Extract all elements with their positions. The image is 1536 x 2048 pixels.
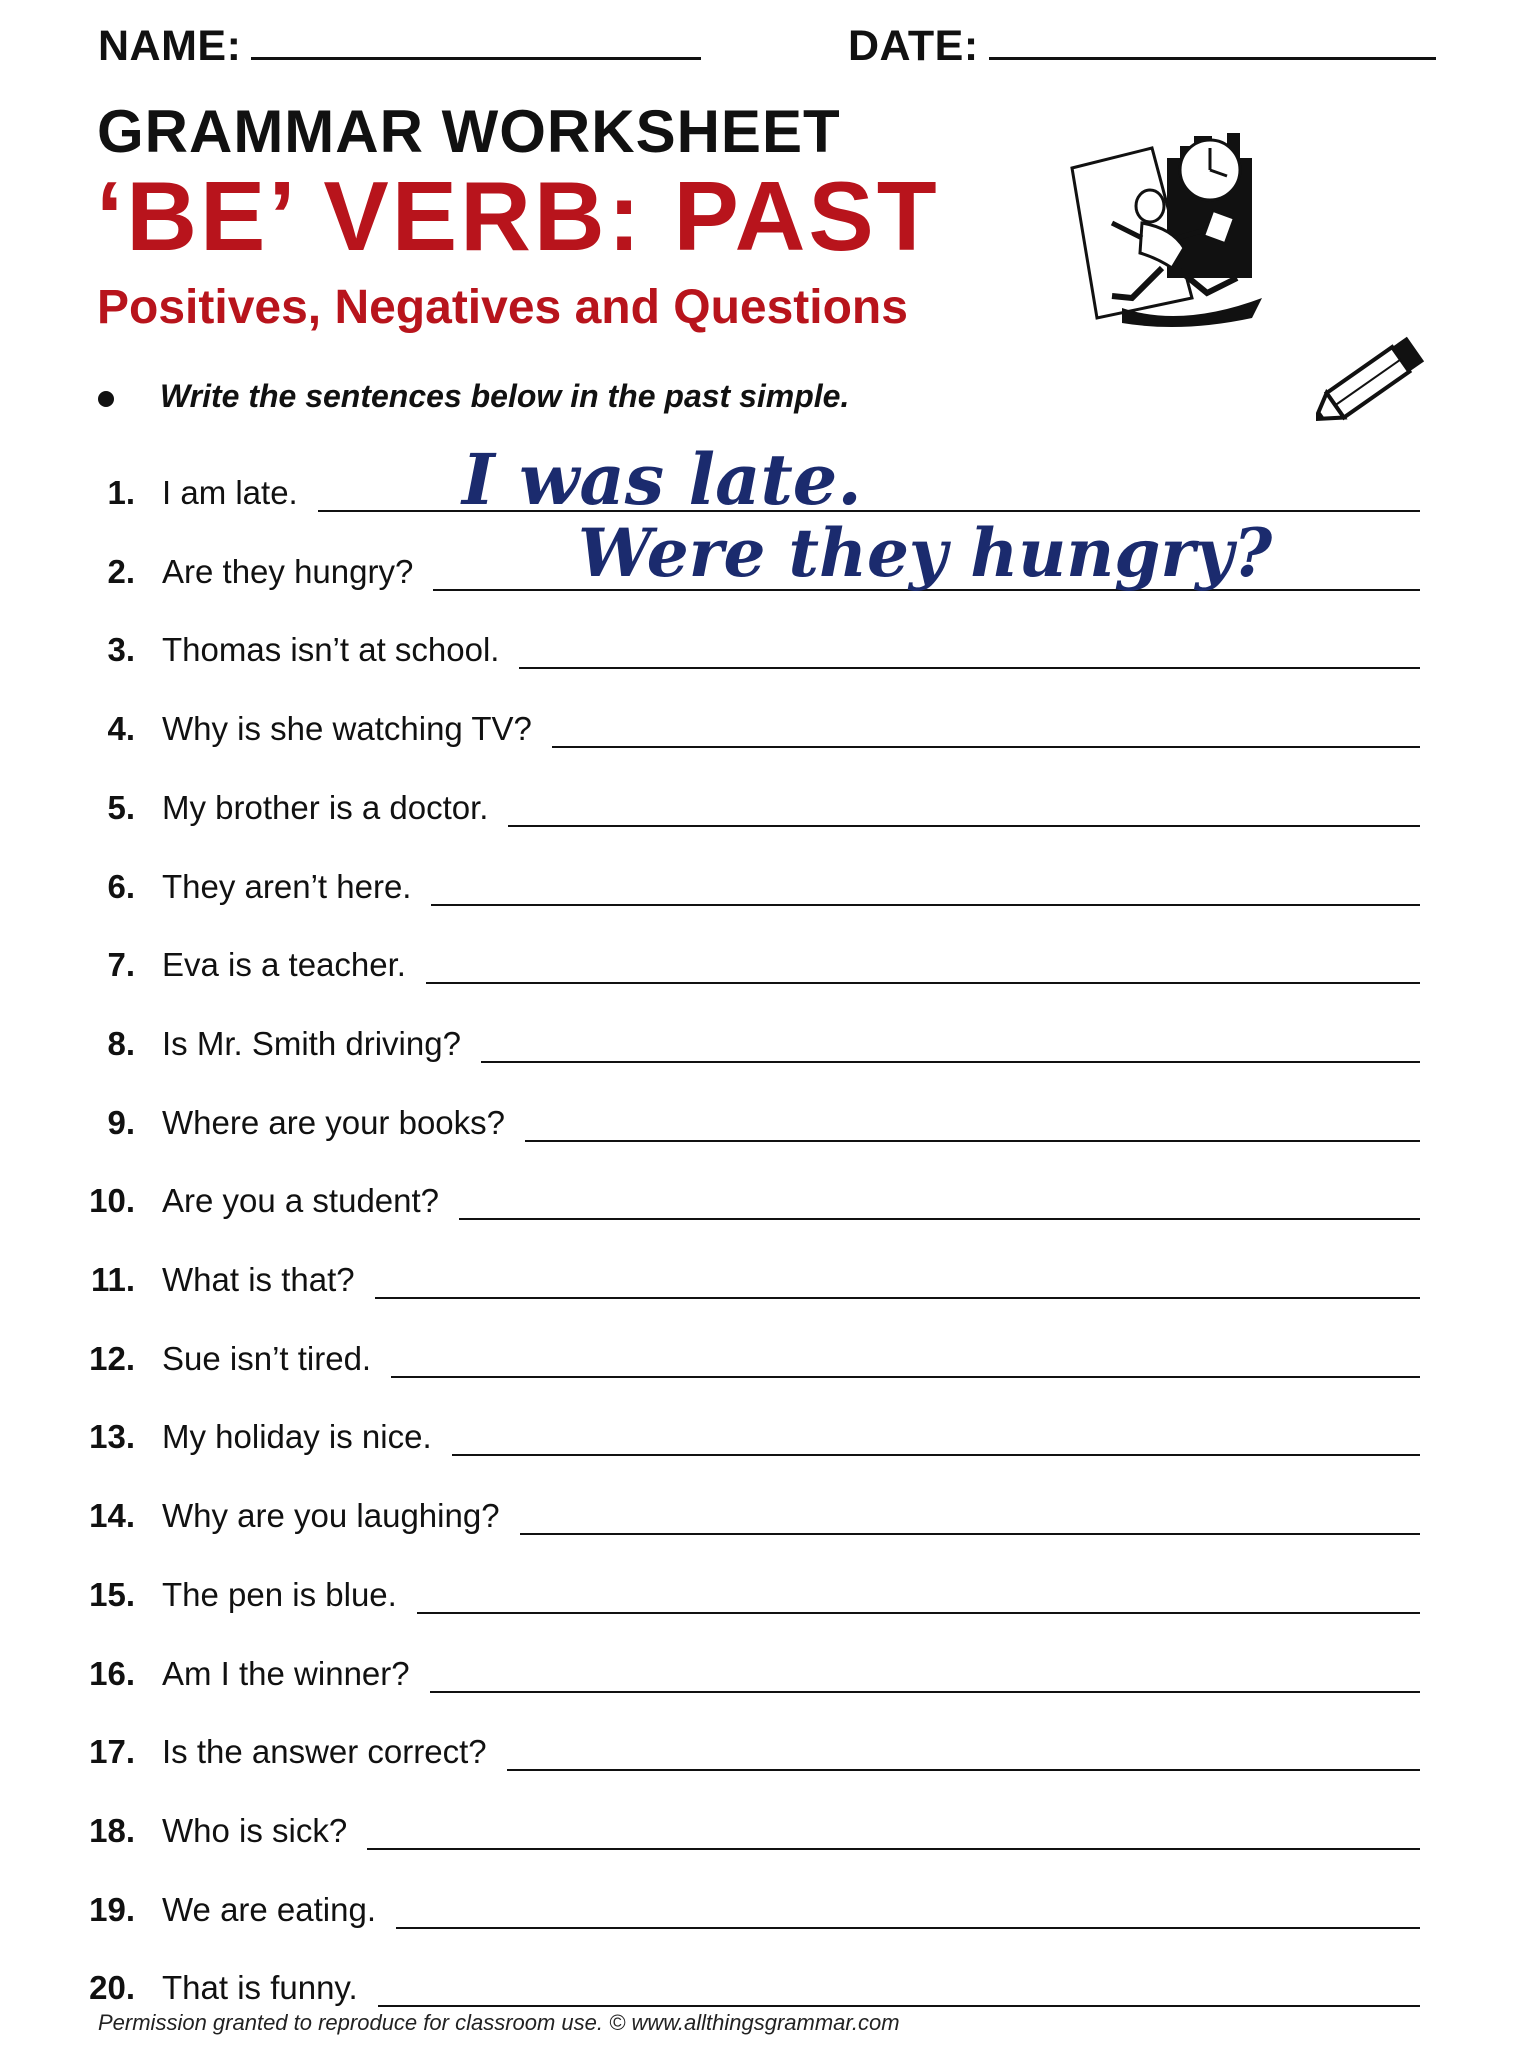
name-field[interactable]	[98, 22, 701, 71]
date-label: DATE:	[848, 22, 979, 70]
question-number: 19.	[89, 1890, 135, 1928]
question-number: 15.	[89, 1575, 135, 1613]
answer-line[interactable]	[391, 1376, 1420, 1378]
worksheet-title: GRAMMAR WORKSHEET	[97, 98, 841, 165]
question-number: 14.	[89, 1497, 135, 1535]
question-text: Why is she watching TV?	[162, 710, 532, 748]
question-row	[0, 1475, 1420, 1535]
pencil-icon	[1316, 326, 1438, 426]
answer-line[interactable]	[525, 1140, 1420, 1142]
answer-line[interactable]	[520, 1533, 1420, 1535]
question-number: 5.	[107, 788, 135, 826]
question-text: My brother is a doctor.	[162, 788, 489, 826]
answer-line[interactable]	[378, 2005, 1420, 2007]
question-text: Who is sick?	[162, 1811, 348, 1849]
question-row	[0, 1239, 1420, 1299]
answer-line[interactable]	[452, 1454, 1420, 1456]
question-number: 8.	[107, 1024, 135, 1062]
question-number: 4.	[107, 710, 135, 748]
question-text: Where are your books?	[162, 1103, 506, 1141]
question-row	[0, 1711, 1420, 1771]
question-row	[0, 609, 1420, 669]
question-number: 6.	[107, 867, 135, 905]
question-text: Eva is a teacher.	[162, 946, 406, 984]
question-row	[0, 1003, 1420, 1063]
question-text: Is the answer correct?	[162, 1733, 487, 1771]
answer-line[interactable]	[367, 1848, 1420, 1850]
running-man-clock-icon	[1062, 128, 1282, 328]
name-label: NAME:	[98, 22, 242, 70]
question-text: My holiday is nice.	[162, 1418, 432, 1456]
question-text: The pen is blue.	[162, 1575, 397, 1613]
name-answer-line[interactable]	[251, 57, 701, 60]
bullet-icon	[98, 391, 114, 407]
worksheet-subtitle: Positives, Negatives and Questions	[97, 281, 908, 334]
date-field[interactable]	[848, 22, 1436, 71]
answer-line[interactable]	[459, 1218, 1420, 1220]
question-row	[0, 924, 1420, 984]
answer-line[interactable]	[552, 746, 1420, 748]
question-number: 18.	[89, 1811, 135, 1849]
handwritten-answer-1: I was late.	[462, 438, 862, 521]
answer-line[interactable]	[507, 1769, 1420, 1771]
question-text: Are you a student?	[162, 1182, 440, 1220]
worksheet-subject: ‘BE’ VERB: PAST	[96, 161, 940, 271]
question-number: 17.	[89, 1733, 135, 1771]
question-number: 3.	[107, 631, 135, 669]
question-text: Am I the winner?	[162, 1654, 410, 1692]
answer-line[interactable]	[519, 667, 1420, 669]
date-answer-line[interactable]	[989, 57, 1436, 60]
instruction	[98, 378, 849, 415]
question-row	[0, 1082, 1420, 1142]
question-number: 11.	[90, 1261, 135, 1298]
answer-line[interactable]	[430, 1691, 1420, 1693]
answer-line[interactable]	[396, 1927, 1420, 1929]
question-text: We are eating.	[162, 1890, 377, 1928]
question-number: 12.	[89, 1339, 135, 1377]
question-row	[0, 846, 1420, 906]
footer-permission: Permission granted to reproduce for classroom use. © www.allthingsgrammar.com	[98, 2010, 900, 2035]
question-number: 9.	[107, 1103, 135, 1141]
question-row	[0, 1318, 1420, 1378]
answer-line[interactable]	[426, 982, 1420, 984]
question-number: 13.	[89, 1418, 135, 1456]
question-row	[0, 688, 1420, 748]
question-text: They aren’t here.	[162, 867, 412, 905]
question-row	[0, 1396, 1420, 1456]
question-row	[0, 1633, 1420, 1693]
question-number: 7.	[107, 946, 135, 984]
question-number: 1.	[107, 474, 135, 511]
handwritten-answer-2: Were they hungry?	[578, 514, 1273, 592]
instruction-text: Write the sentences below in the past simple.	[160, 378, 850, 414]
question-row	[0, 1160, 1420, 1220]
question-row	[0, 1947, 1420, 2007]
question-text: Why are you laughing?	[162, 1497, 500, 1535]
answer-line[interactable]	[431, 904, 1420, 906]
question-text: I am late.	[162, 474, 298, 511]
question-number: 16.	[89, 1654, 135, 1692]
question-row	[0, 1790, 1420, 1850]
question-text: What is that?	[162, 1261, 355, 1298]
question-row	[0, 1869, 1420, 1929]
answer-line[interactable]	[508, 825, 1420, 827]
question-row	[0, 767, 1420, 827]
answer-line[interactable]	[375, 1297, 1420, 1299]
question-row	[0, 1554, 1420, 1614]
question-text: Sue isn’t tired.	[162, 1339, 372, 1377]
question-text: Is Mr. Smith driving?	[162, 1024, 461, 1062]
question-number: 2.	[107, 552, 135, 590]
answer-line[interactable]	[481, 1061, 1420, 1063]
question-text: Thomas isn’t at school.	[162, 631, 500, 669]
answer-line[interactable]	[417, 1612, 1420, 1614]
question-text: Are they hungry?	[162, 552, 414, 590]
question-number: 20.	[89, 1969, 135, 2007]
question-text: That is funny.	[162, 1969, 358, 2007]
question-number: 10.	[89, 1182, 135, 1220]
